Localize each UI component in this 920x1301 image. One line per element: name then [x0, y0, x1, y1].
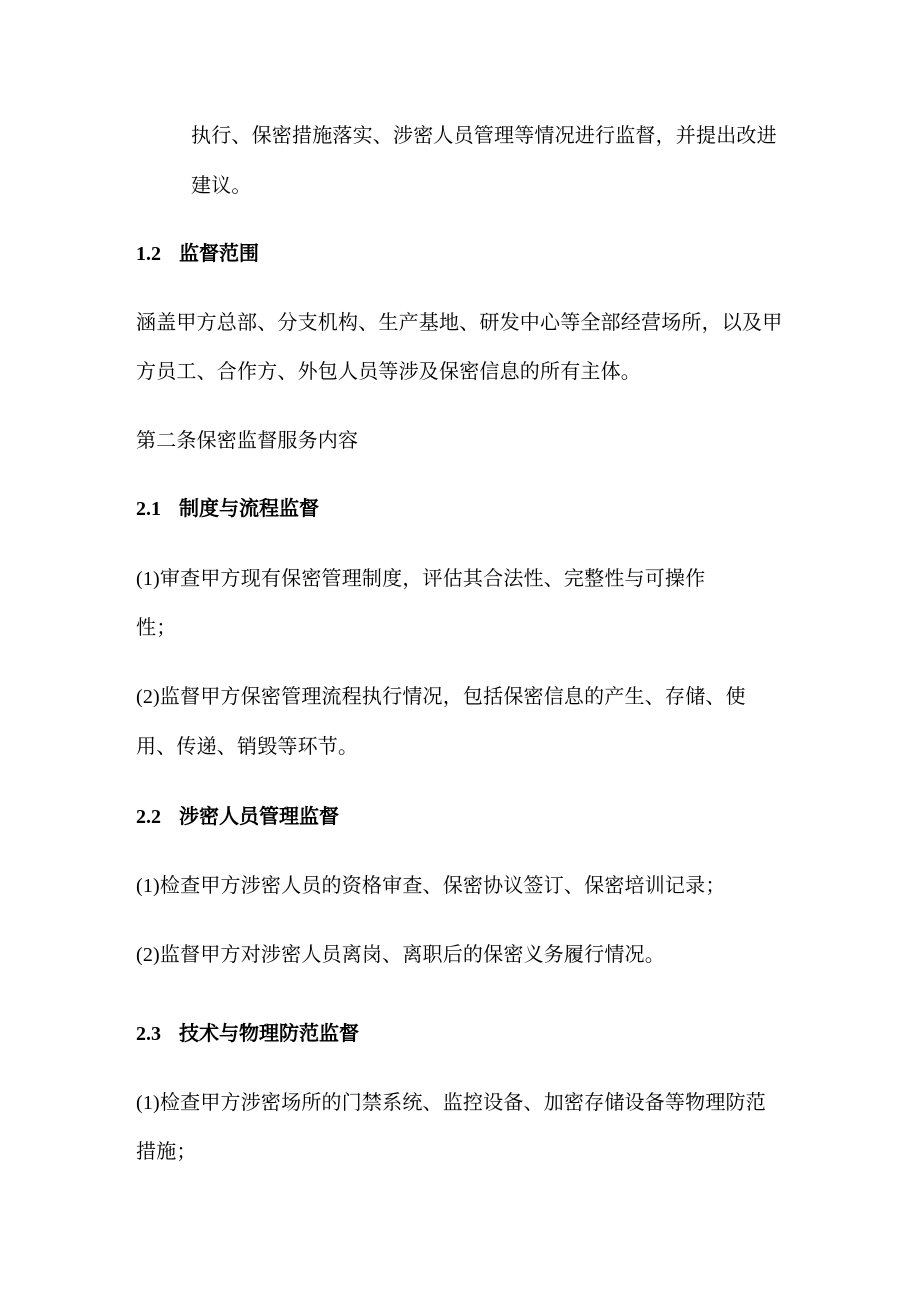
item-text: 检查甲方涉密人员的资格审查、保密协议签订、保密培训记录；	[159, 873, 726, 897]
section-number: 2.2	[136, 806, 161, 828]
section-2-1-item-1-line-2: 性；	[136, 615, 177, 639]
section-number: 2.3	[136, 1023, 161, 1045]
section-2-2-item-1	[136, 871, 726, 900]
item-text: 检查甲方涉密场所的门禁系统、监控设备、加密存储设备等物理防范	[159, 1090, 766, 1114]
section-1-2-line-1: 涵盖甲方总部、分支机构、生产基地、研发中心等全部经营场所，以及甲	[136, 310, 783, 334]
item-number: (1)	[136, 1092, 160, 1114]
intro-line-2: 建议。	[191, 173, 252, 197]
section-title: 涉密人员管理监督	[179, 804, 339, 828]
section-number: 1.2	[136, 243, 161, 265]
section-2-1-item-2-line-1	[136, 682, 746, 711]
item-number: (2)	[136, 686, 160, 708]
section-2-3-item-1-line-2: 措施；	[136, 1139, 197, 1163]
section-2-3-heading	[136, 1019, 359, 1048]
section-2-1-item-1-line-1	[136, 564, 705, 593]
section-title: 技术与物理防范监督	[179, 1021, 359, 1045]
section-2-1-item-2-line-2: 用、传递、销毁等环节。	[136, 734, 359, 758]
section-2-2-item-2	[136, 940, 665, 969]
section-title: 监督范围	[179, 241, 259, 265]
item-number: (2)	[136, 944, 160, 966]
item-text: 监督甲方保密管理流程执行情况，包括保密信息的产生、存储、使	[159, 684, 746, 708]
section-2-2-heading	[136, 802, 339, 831]
section-title: 制度与流程监督	[179, 496, 319, 520]
intro-line-1: 执行、保密措施落实、涉密人员管理等情况进行监督，并提出改进	[191, 123, 777, 147]
item-number: (1)	[136, 568, 160, 590]
section-number: 2.1	[136, 498, 161, 520]
section-2-1-heading	[136, 494, 319, 523]
section-1-2-heading	[136, 239, 259, 268]
item-text: 监督甲方对涉密人员离岗、离职后的保密义务履行情况。	[159, 942, 665, 966]
section-1-2-line-2: 方员工、合作方、外包人员等涉及保密信息的所有主体。	[136, 359, 641, 383]
item-text: 审查甲方现有保密管理制度，评估其合法性、完整性与可操作	[159, 566, 706, 590]
article-2-title: 第二条保密监督服务内容	[136, 428, 359, 452]
section-2-3-item-1-line-1	[136, 1088, 766, 1117]
item-number: (1)	[136, 875, 160, 897]
